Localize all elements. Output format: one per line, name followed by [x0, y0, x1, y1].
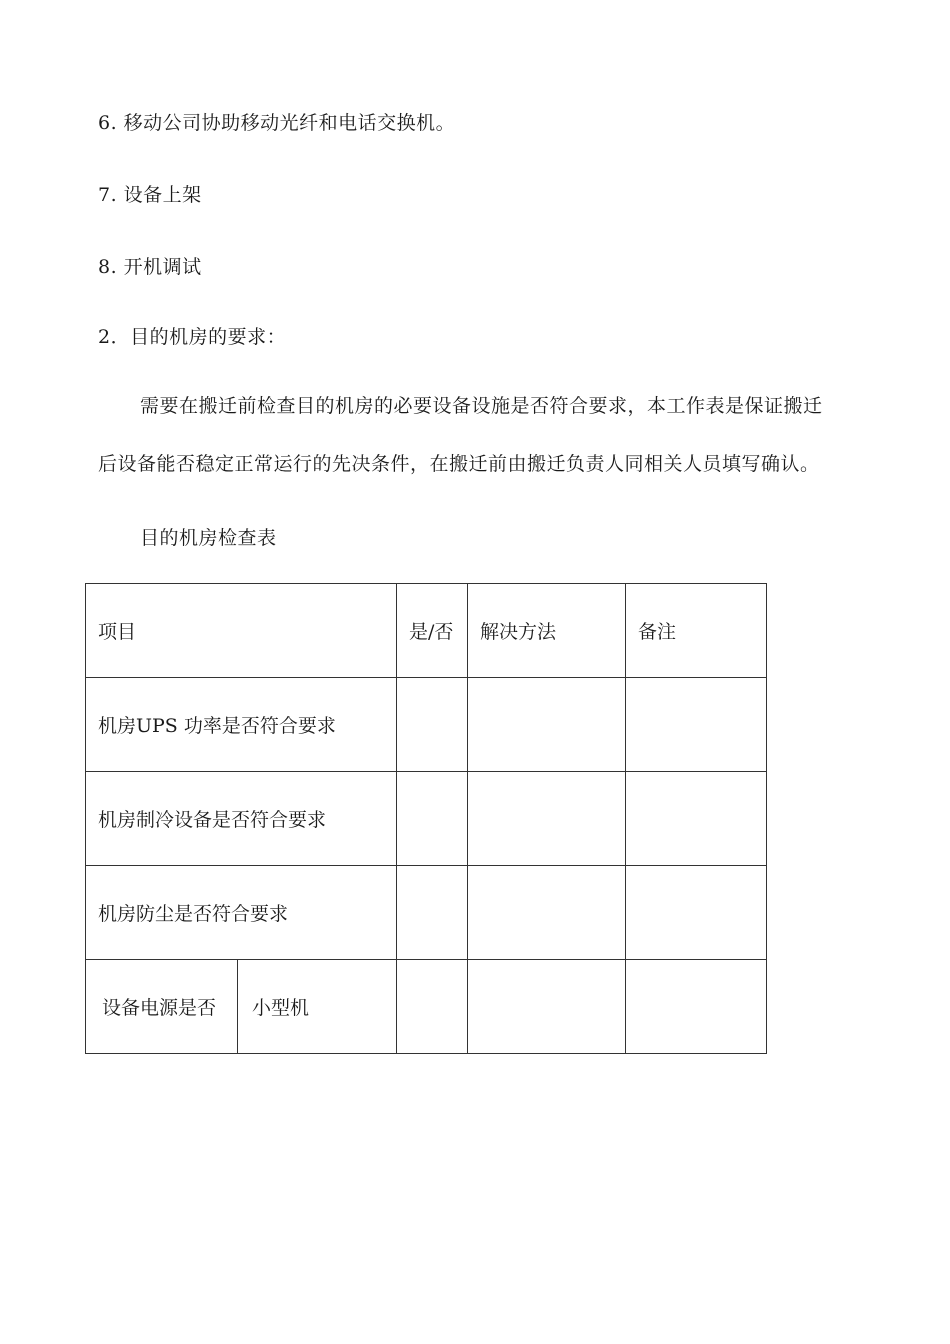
table-header-row [86, 584, 767, 678]
cell-remarks[interactable] [626, 866, 767, 960]
row-label-ups: 机房UPS 功率是否符合要求 [86, 678, 397, 772]
intro-line-1: 需要在搬迁前检查目的机房的必要设备设施是否符合要求，本工作表是保证搬迁 [140, 395, 823, 417]
table-row [86, 866, 767, 960]
table-row [86, 678, 767, 772]
cell-yes-no[interactable] [397, 960, 468, 1054]
intro-paragraph [98, 377, 868, 493]
cell-yes-no[interactable] [397, 772, 468, 866]
table-title: 目的机房检查表 [140, 527, 277, 549]
cell-yes-no[interactable] [397, 866, 468, 960]
step-8: 8. 开机调试 [98, 256, 202, 278]
step-6: 6. 移动公司协助移动光纤和电话交换机。 [98, 112, 456, 134]
row-label-dust: 机房防尘是否符合要求 [86, 866, 397, 960]
header-yes-no: 是/否 [397, 584, 468, 678]
cell-solution[interactable] [468, 772, 626, 866]
header-remarks: 备注 [626, 584, 767, 678]
checklist-table [85, 583, 767, 1054]
intro-line-2: 后设备能否稳定正常运行的先决条件，在搬迁前由搬迁负责人同相关人员填写确认。 [98, 453, 820, 475]
table-row [86, 960, 767, 1054]
row-sublabel-minicomputer: 小型机 [238, 960, 397, 1054]
cell-solution[interactable] [468, 678, 626, 772]
cell-remarks[interactable] [626, 772, 767, 866]
cell-solution[interactable] [468, 866, 626, 960]
cell-remarks[interactable] [626, 960, 767, 1054]
header-solution: 解决方法 [468, 584, 626, 678]
cell-solution[interactable] [468, 960, 626, 1054]
step-7: 7. 设备上架 [98, 184, 202, 206]
row-label-cooling: 机房制冷设备是否符合要求 [86, 772, 397, 866]
section-heading: 2．目的机房的要求： [98, 326, 287, 348]
header-item: 项目 [86, 584, 397, 678]
cell-remarks[interactable] [626, 678, 767, 772]
cell-yes-no[interactable] [397, 678, 468, 772]
row-label-power: 设备电源是否 [86, 960, 238, 1054]
table-row [86, 772, 767, 866]
